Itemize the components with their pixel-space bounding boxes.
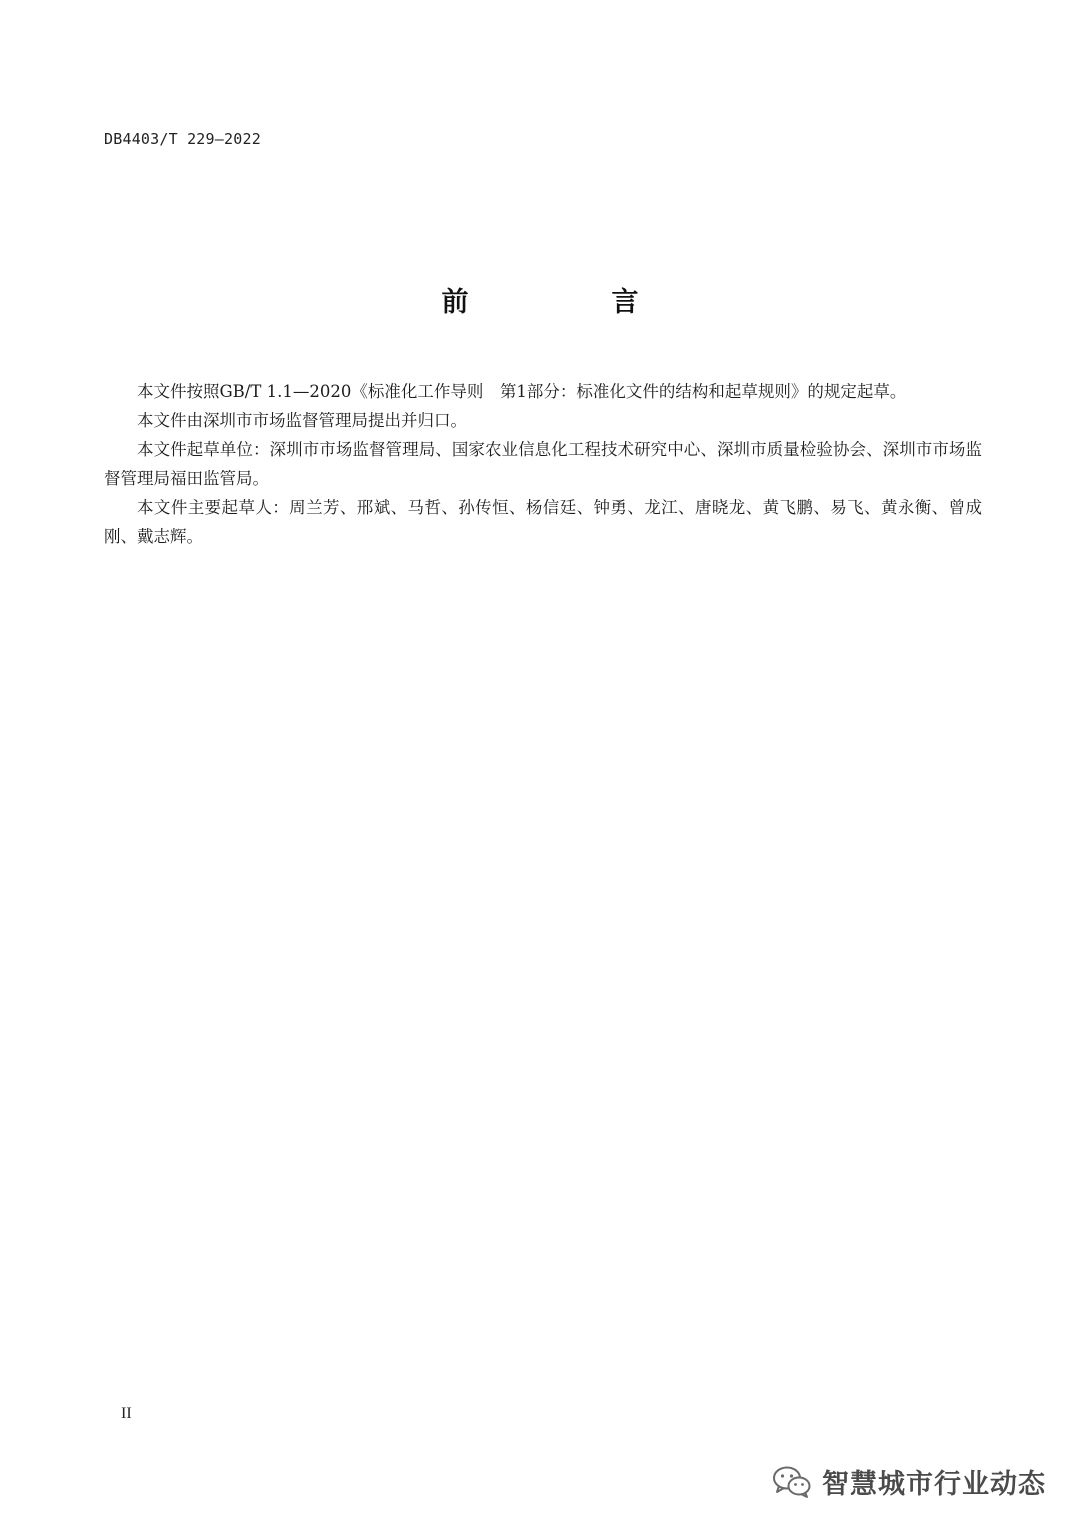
wechat-icon (772, 1465, 812, 1499)
watermark-text: 智慧城市行业动态 (822, 1469, 1046, 1500)
paragraph-proposer: 本文件由深圳市市场监督管理局提出并归口。 (137, 411, 467, 430)
page-title: 前 言 (441, 287, 697, 318)
paragraph-standard-basis: 本文件按照GB/T 1.1—2020《标准化工作导则 第1部分：标准化文件的结构和起草规则》的规定起草。 (137, 382, 907, 401)
page-number: II (121, 1405, 132, 1422)
watermark (772, 1462, 1046, 1501)
document-code: DB4403/T 229—2022 (104, 130, 261, 148)
paragraph-drafting-units: 本文件起草单位：深圳市市场监督管理局、国家农业信息化工程技术研究中心、深圳市质量检验协会、深圳市市场监督管理局福田监管局。 (104, 440, 982, 488)
foreword-body (104, 377, 982, 551)
paragraph-drafters: 本文件主要起草人：周兰芳、邢斌、马哲、孙传恒、杨信廷、钟勇、龙江、唐晓龙、黄飞鹏、易飞、黄永衡、曾成刚、戴志辉。 (104, 498, 982, 546)
